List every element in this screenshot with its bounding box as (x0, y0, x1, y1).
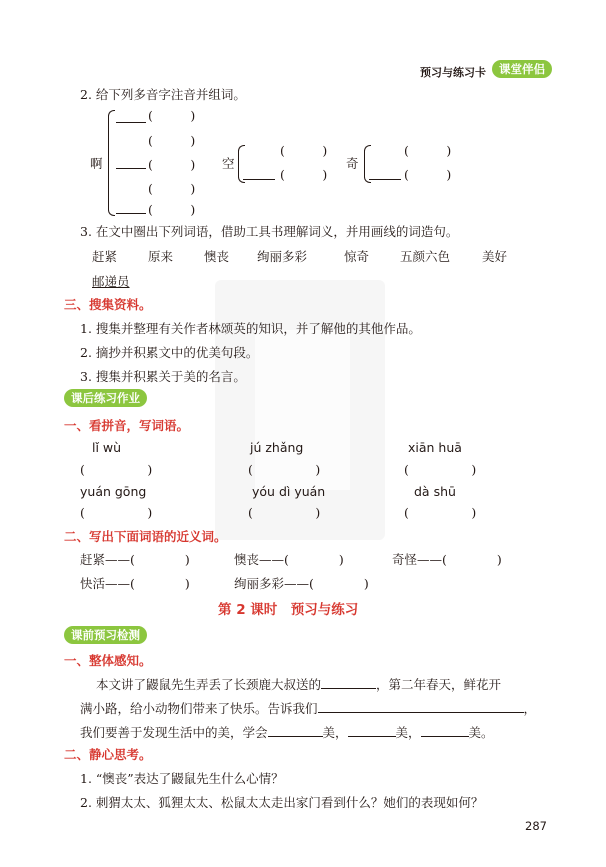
blank (318, 700, 524, 713)
pinyin: lǐ wù (92, 440, 122, 455)
answer-paren: ( ) (404, 462, 477, 477)
pinyin: yóu dì yuán (252, 484, 326, 499)
sec3-item: 2. 摘抄并积累文中的优美句段。 (80, 345, 259, 360)
text: ，第二年春天，鲜花开 (376, 677, 502, 692)
paren: ( ) (148, 202, 196, 217)
synonym-item: 快活——( ) (80, 576, 190, 591)
paren: ( ) (148, 157, 196, 172)
pre-badge: 课前预习检测 (64, 626, 147, 644)
page-number: 287 (525, 819, 547, 833)
lesson-title: 第 2 课时 预习与练习 (218, 602, 359, 618)
pre-q2: 二、静心思考。 (64, 747, 152, 762)
text: 美， (322, 725, 348, 740)
synonym-item: 赶紧——( ) (80, 552, 190, 567)
word-underlined: 邮递员 (92, 274, 130, 289)
word: 绚丽多彩 (257, 249, 308, 264)
blank (348, 724, 396, 737)
blank (369, 179, 401, 180)
pinyin: xiān huā (408, 440, 462, 455)
blank (321, 676, 376, 689)
after-badge: 课后练习作业 (64, 389, 147, 407)
paren: ( ) (404, 167, 452, 182)
word: 美好 (482, 249, 508, 264)
synonym-item: 绚丽多彩——( ) (234, 576, 369, 591)
pre-item: 2. 刺猬太太、狐狸太太、松鼠太太走出家门看到什么？她们的表现如何？ (80, 795, 484, 810)
text: 本文讲了鼹鼠先生弄丢了长颈鹿大叔送的 (96, 677, 322, 692)
pinyin: jú zhǎng (250, 440, 304, 455)
word: 赶紧 (92, 249, 118, 264)
blank (268, 724, 323, 737)
synonym-item: 懊丧——( ) (234, 552, 344, 567)
word: 五颜六色 (400, 249, 451, 264)
after-q1: 一、看拼音，写词语。 (64, 418, 190, 433)
text: 我们要善于发现生活中的美，学会 (80, 725, 268, 740)
synonym-item: 奇怪——( ) (392, 552, 502, 567)
text: 满小路，给小动物们带来了快乐。告诉我们 (80, 701, 318, 716)
answer-paren: ( ) (80, 462, 153, 477)
pinyin: yuán gōng (80, 484, 147, 499)
word: 懊丧 (204, 249, 230, 264)
word: 原来 (148, 249, 174, 264)
pre-q1: 一、整体感知。 (64, 653, 152, 668)
brace-kong (238, 145, 245, 183)
paren: ( ) (404, 143, 452, 158)
answer-paren: ( ) (248, 505, 321, 520)
answer-paren: ( ) (248, 462, 321, 477)
blank (116, 122, 146, 123)
header-badge: 课堂伴侣 (492, 60, 552, 78)
text: 美， (395, 725, 421, 740)
sec3-item: 1. 搜集并整理有关作者林颂英的知识，并了解他的其他作品。 (80, 321, 421, 336)
pinyin: dà shū (414, 484, 456, 499)
sec3-heading: 三、搜集资料。 (64, 297, 152, 312)
char-qi: 奇 (346, 156, 359, 171)
para-line1 (96, 675, 501, 693)
blank (421, 724, 469, 737)
paren: ( ) (148, 133, 196, 148)
sec3-item: 3. 搜集并积累关于美的名言。 (80, 369, 246, 384)
paren: ( ) (280, 143, 328, 158)
char-a: 啊 (90, 156, 103, 171)
q3-heading: 3. 在文中圈出下列词语，借助工具书理解词义，并用画线的词造句。 (80, 224, 459, 239)
paren: ( ) (148, 108, 196, 123)
paren: ( ) (148, 181, 196, 196)
after-q2: 二、写出下面词语的近义词。 (64, 529, 227, 544)
answer-paren: ( ) (80, 505, 153, 520)
blank (243, 179, 275, 180)
q2-heading: 2. 给下列多音字注音并组词。 (80, 87, 246, 102)
header-title: 预习与练习卡 (420, 66, 486, 79)
blank (116, 168, 146, 169)
para-line3 (80, 723, 494, 741)
char-kong: 空 (222, 156, 235, 171)
answer-paren: ( ) (404, 505, 477, 520)
para-line2: 满小路，给小动物们带来了快乐。告诉我们 ， (80, 701, 537, 716)
paren: ( ) (280, 167, 328, 182)
pre-item: 1. “懊丧”表达了鼹鼠先生什么心情？ (80, 771, 284, 786)
text: 美。 (468, 725, 494, 740)
word: 惊奇 (344, 249, 370, 264)
brace-qi (364, 145, 371, 183)
brace-a (108, 110, 115, 216)
blank (116, 213, 146, 214)
